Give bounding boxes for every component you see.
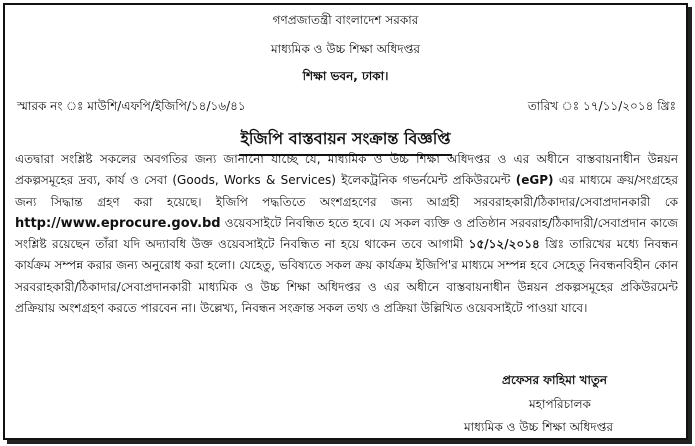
signatory-office: মাধ্যমিক ও উচ্চ শিক্ষা অধিদপ্তর	[464, 420, 613, 434]
directorate-heading: মাধ্যমিক ও উচ্চ শিক্ষা অধিদপ্তর	[271, 42, 420, 56]
office-address: শিক্ষা ভবন, ঢাকা।	[302, 69, 389, 83]
body-text-2: এর মাধ্যমে ক্রয়/সংগ্রহের জন্য সিদ্ধান্ত গ্রহণ করা হয়েছে। ইজিপি পদ্ধতিতে অংশগ্রহণের জন্য আগ্রহী সরবরাহকারী/ঠিকাদার/সেবাপ্রদানকারী কে	[15, 173, 678, 209]
notice-document	[3, 3, 688, 440]
body-text-4: খ্রিঃ তারিখের মধ্যে নিবন্ধন কার্যক্রম সম্পন্ন করার জন্য অনুরোধ করা হলো। যেহেতু, ভবিষ্যতে সকল ক্রয় কার্যক্রম ইজিপি'র মাধ্যমে সম্পন্ন হবে সেহেতু নিবন্ধনবিহীন কোন সরবরাহকারী/ঠিকাদার/সেবাপ্রদানকারী মাধ্যমিক ও উচ্চ শিক্ষা অধিদপ্তর ও এর অধীনে বাস্তবায়নাধীন উন্নয়ন প্রকল্পসমূহের প্রকিউরমেন্ট প্রক্রিয়ায় অংশগ্রহণ করতে পারবেন না। উল্লেখ্য, নিবন্ধন সংক্রান্ত সকল তথ্য ও প্রক্রিয়া উল্লিখিত ওয়েবসাইটে পাওয়া যাবে।	[15, 237, 679, 316]
body-text-1: এতদ্বারা সংশ্লিষ্ট সকলের অবগতির জন্য জানানো যাচ্ছে যে, মাধ্যমিক ও উচ্চ শিক্ষা অধিদপ্তর ও এর অধীনে বাস্তবায়নাধীন উন্নয়ন প্রকল্পসমূহের দ্রব্য, কার্য ও সেবা (Goods, Works & Services) ইলেকট্রনিক গভর্নমেন্ট প্রকিউরমেন্ট	[15, 152, 678, 188]
notice-title: ইজিপি বাস্তবায়ন সংক্রান্ত বিজ্ঞপ্তি	[239, 126, 453, 156]
deadline-date: ১৫/১২/২০১৪	[468, 237, 540, 252]
egp-term: (eGP)	[515, 173, 554, 188]
signatory-name: প্রফেসর ফাহিমা খাতুন	[502, 373, 608, 387]
signatory-designation: মহাপরিচালক	[529, 397, 591, 411]
notice-body	[15, 149, 678, 319]
eprocure-link[interactable]: http://www.eprocure.gov.bd	[15, 215, 221, 231]
body-text-3: ওয়েবসাইটে নিবন্ধিত হতে হবে। যে সকল ব্যক্তি ও প্রতিষ্ঠান সরবরাহ/ঠিকাদারী/সেবাপ্রদান কাজে সংশ্লিষ্ট রয়েছেন তাঁরা যদি অদ্যাবধি উক্ত ওয়েবসাইটে নিবন্ধিত না হয়ে থাকেন তবে আগামী	[15, 215, 678, 252]
memo-date: তারিখ ঃ ১৭/১১/২০১৪ খ্রিঃ	[527, 99, 676, 113]
memo-number: স্মারক নং ঃ মাউশি/এফপি/ইজিপি/১৪/১৬/৪১	[17, 99, 246, 113]
govt-heading: গণপ্রজাতন্ত্রী বাংলাদেশ সরকার	[272, 13, 419, 27]
